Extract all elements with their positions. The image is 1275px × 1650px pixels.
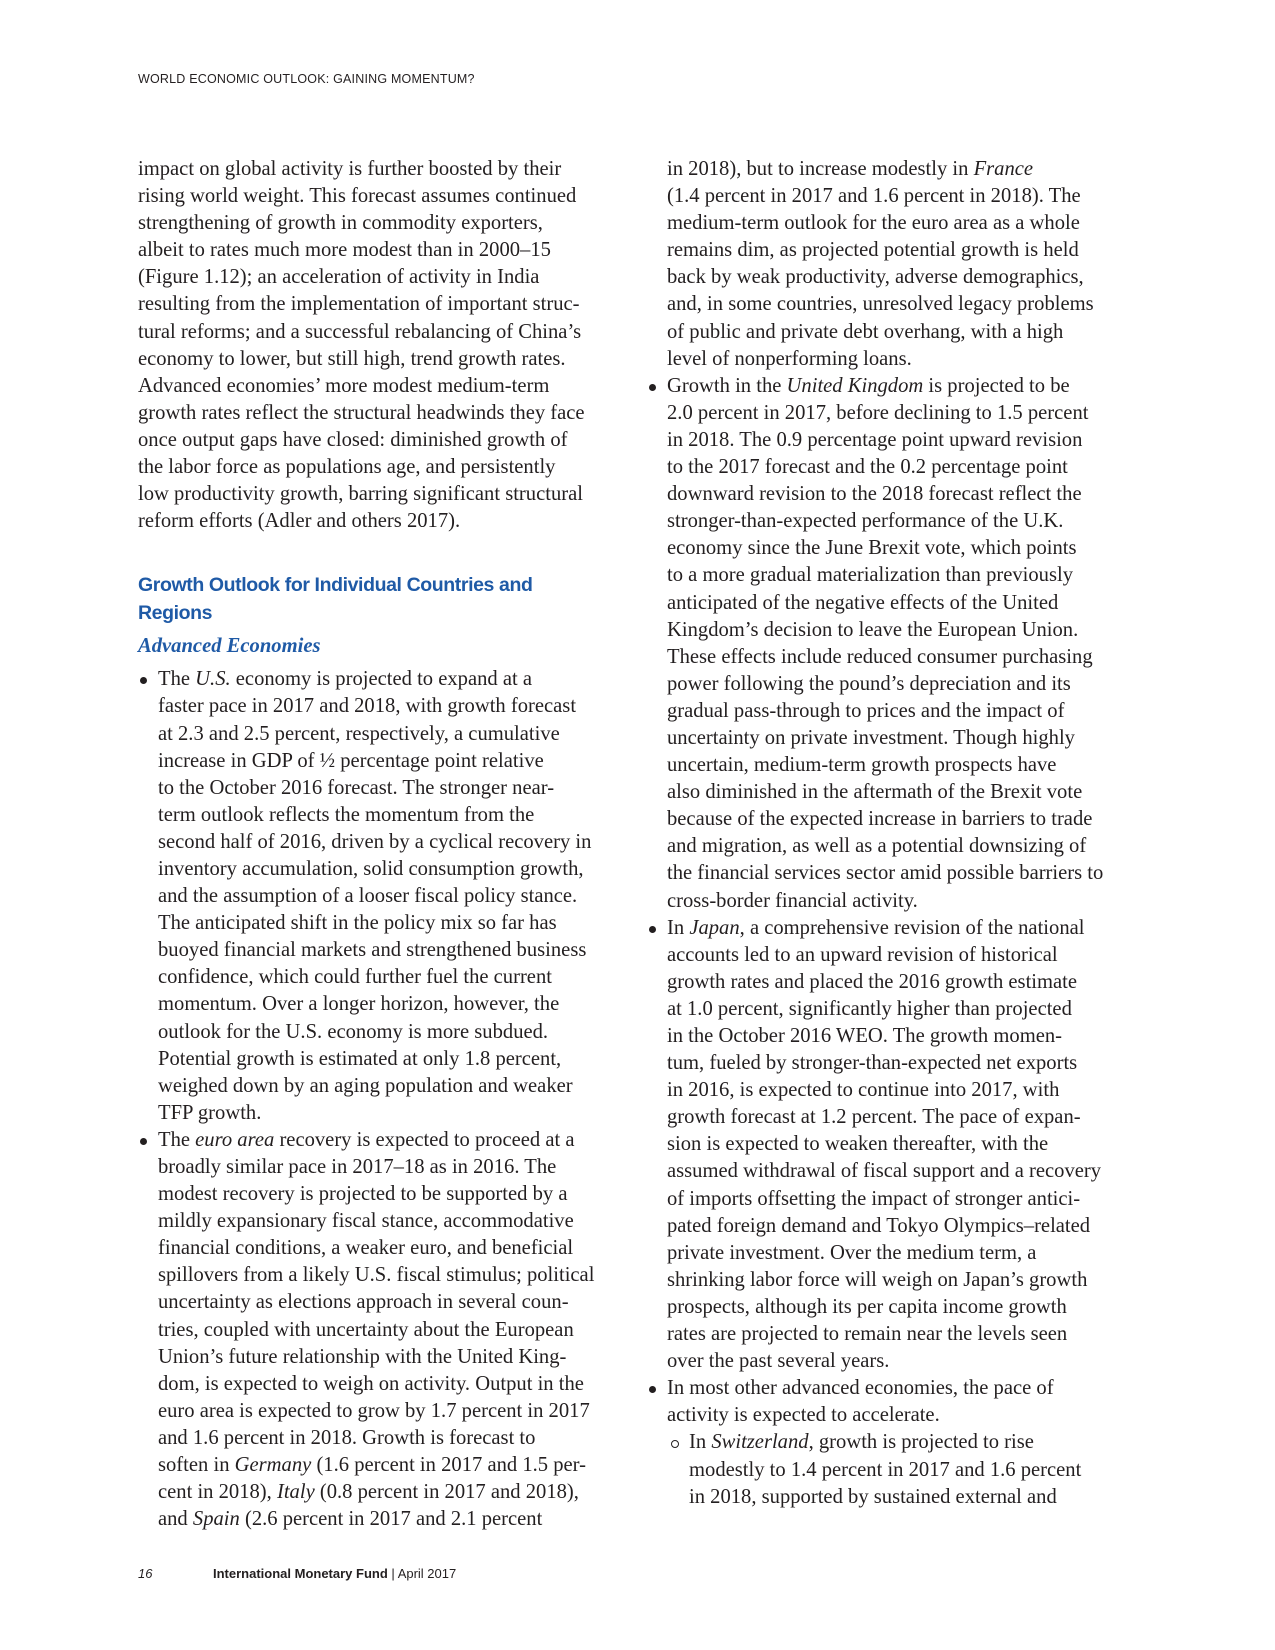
text-line: mildly expansionary fiscal stance, accommodative: [158, 1210, 574, 1233]
text-line: assumed withdrawal of fiscal support and a recovery: [667, 1160, 1102, 1183]
text-line: tum, fueled by stronger-than-expected net exports: [667, 1052, 1078, 1075]
text-line: albeit to rates much more modest than in 2000–15: [138, 239, 551, 262]
text-line: in 2016, is expected to continue into 2017, with: [667, 1079, 1060, 1102]
text-line: tural reforms; and a successful rebalancing of China’s: [138, 320, 582, 343]
text-line: buoyed financial markets and strengthened business: [158, 939, 587, 962]
text-line: euro area is expected to grow by 1.7 percent in 2017: [158, 1399, 590, 1422]
text-line: Growth in the United Kingdom is projected to be: [667, 374, 1070, 397]
text-line: broadly similar pace in 2017–18 as in 2016. The: [158, 1156, 557, 1178]
text-line: faster pace in 2017 and 2018, with growth forecast: [158, 695, 577, 718]
bullet-other-advanced: [647, 1375, 1079, 1429]
text-line: 2.0 percent in 2017, before declining to 1.5 percent: [667, 401, 1089, 424]
text-line: spillovers from a likely U.S. fiscal stimulus; political: [158, 1264, 595, 1287]
text-line: (1.4 percent in 2017 and 1.6 percent in 2018). The: [667, 185, 1081, 208]
text-line: uncertainty as elections approach in several coun-: [158, 1291, 569, 1314]
text-line: soften in Germany (1.6 percent in 2017 and 1.5 per-: [158, 1454, 586, 1477]
text-line: economy since the June Brexit vote, which points: [667, 537, 1077, 560]
text-line: outlook for the U.S. economy is more subdued.: [158, 1020, 549, 1043]
text-line: low productivity growth, barring significant structural: [138, 483, 583, 506]
text-line: momentum. Over a longer horizon, however, the: [158, 993, 560, 1016]
text-line: prospects, although its per capita income growth: [667, 1295, 1067, 1318]
sub-bullet-switzerland: [647, 1429, 1082, 1510]
left-column: [138, 156, 595, 1533]
text-line: dom, is expected to weigh on activity. Output in the: [158, 1372, 584, 1395]
text-line: once output gaps have closed: diminished growth of: [138, 428, 568, 451]
text-line: strengthening of growth in commodity exporters,: [138, 212, 543, 235]
text-line: (Figure 1.12); an acceleration of activity in India: [138, 266, 540, 289]
text-line: cent in 2018), Italy (0.8 percent in 2017 and 2018),: [158, 1481, 579, 1504]
text-line: and Spain (2.6 percent in 2017 and 2.1 percent: [158, 1508, 543, 1531]
text-line: the labor force as populations age, and persistently: [138, 456, 556, 479]
bullet-euro-area: [138, 1127, 595, 1533]
text-line: uncertain, medium-term growth prospects have: [667, 754, 1057, 777]
text-line: In Japan, a comprehensive revision of the national: [667, 916, 1085, 939]
text-line: increase in GDP of ½ percentage point relative: [158, 749, 544, 772]
text-line: impact on global activity is further boosted by their: [138, 158, 562, 180]
text-line: Kingdom’s decision to leave the European Union.: [667, 618, 1079, 641]
text-line: growth rates reflect the structural headwinds they face: [138, 401, 585, 424]
footer-organization: International Monetary Fund: [213, 1566, 388, 1581]
text-line: modestly to 1.4 percent in 2017 and 1.6 percent: [689, 1458, 1082, 1481]
text-line: confidence, which could further fuel the current: [158, 966, 552, 989]
text-line: accounts led to an upward revision of historical: [667, 943, 1058, 966]
text-line: over the past several years.: [667, 1350, 890, 1373]
text-line: remains dim, as projected potential growth is held: [667, 239, 1079, 262]
text-line: economy to lower, but still high, trend growth rates.: [138, 347, 566, 370]
text-line: in the October 2016 WEO. The growth momen-: [667, 1025, 1063, 1047]
text-line: second half of 2016, driven by a cyclical recovery in: [158, 830, 592, 853]
text-line: growth forecast at 1.2 percent. The pace of expan-: [667, 1106, 1081, 1129]
subsection-title: Advanced Economies: [138, 635, 321, 658]
text-line: These effects include reduced consumer purchasing: [667, 645, 1093, 668]
text-line: to the 2017 forecast and the 0.2 percentage point: [667, 456, 1068, 479]
text-line: TFP growth.: [158, 1101, 262, 1124]
text-line: rising world weight. This forecast assumes continued: [138, 185, 577, 208]
text-line: shrinking labor force will weigh on Japan’s growth: [667, 1268, 1088, 1291]
text-line: cross-border financial activity.: [667, 889, 918, 912]
bullet-us: [138, 666, 590, 1127]
text-line: inventory accumulation, solid consumption growth,: [158, 857, 584, 880]
text-line: growth rates and placed the 2016 growth estimate: [667, 970, 1078, 993]
bullet-united-kingdom: [647, 373, 1104, 915]
text-line: of public and private debt overhang, with a high: [667, 320, 1064, 343]
text-line: in 2018), but to increase modestly in France: [667, 158, 1034, 180]
text-line: Union’s future relationship with the United King-: [158, 1345, 567, 1368]
page-number: 16: [138, 1566, 153, 1581]
text-line: modest recovery is projected to be supported by a: [158, 1183, 568, 1206]
bullet-ring-icon: [671, 1440, 679, 1448]
bullet-dot-icon: [649, 926, 656, 933]
text-line: stronger-than-expected performance of the U.K.: [667, 510, 1064, 533]
bullet-dot-icon: [140, 1138, 147, 1145]
text-line: of imports offsetting the impact of stronger antici-: [667, 1187, 1081, 1210]
text-line: and 1.6 percent in 2018. Growth is forecast to: [158, 1426, 536, 1449]
text-line: and migration, as well as a potential downsizing of: [667, 835, 1087, 858]
text-line: In most other advanced economies, the pace of: [667, 1377, 1054, 1400]
intro-paragraph: [138, 156, 590, 535]
text-line: uncertainty on private investment. Though highly: [667, 726, 1075, 749]
text-line: also diminished in the aftermath of the Brexit vote: [667, 781, 1083, 804]
text-line: Potential growth is estimated at only 1.8 percent,: [158, 1047, 562, 1070]
text-line: tries, coupled with uncertainty about the European: [158, 1318, 574, 1341]
text-line: resulting from the implementation of important struc-: [138, 293, 580, 316]
bullet-dot-icon: [140, 677, 147, 684]
text-line: downward revision to the 2018 forecast reflect the: [667, 483, 1082, 506]
text-line: financial conditions, a weaker euro, and beneficial: [158, 1237, 574, 1260]
text-line: medium-term outlook for the euro area as a whole: [667, 212, 1080, 235]
text-line: in 2018. The 0.9 percentage point upward revision: [667, 428, 1083, 451]
running-head: WORLD ECONOMIC OUTLOOK: GAINING MOMENTUM?: [138, 72, 475, 86]
text-line: anticipated of the negative effects of the United: [667, 591, 1059, 614]
text-line: level of nonperforming loans.: [667, 347, 912, 370]
footer-date: April 2017: [397, 1566, 457, 1581]
text-line: The anticipated shift in the policy mix so far has: [158, 912, 557, 935]
page-footer: [138, 1566, 456, 1581]
bullet-euro-area-continued: [647, 156, 1094, 373]
text-line: to a more gradual materialization than previously: [667, 564, 1074, 587]
bullet-japan: [647, 915, 1102, 1376]
right-column: [647, 156, 1104, 1511]
text-line: the financial services sector amid possible barriers to: [667, 862, 1104, 885]
bullet-dot-icon: [649, 1386, 656, 1393]
section-title: Growth Outlook for Individual Countries and Regions: [138, 574, 533, 625]
text-line: power following the pound’s depreciation and its: [667, 672, 1071, 695]
footer-separator: |: [387, 1566, 398, 1581]
text-line: back by weak productivity, adverse demographics,: [667, 266, 1084, 289]
bullet-dot-icon: [649, 384, 656, 391]
text-line: In Switzerland, growth is projected to rise: [689, 1431, 1034, 1454]
text-line: because of the expected increase in barriers to trade: [667, 808, 1093, 831]
text-line: to the October 2016 forecast. The stronger near-: [158, 776, 555, 799]
text-line: The euro area recovery is expected to proceed at a: [158, 1128, 575, 1151]
text-line: and, in some countries, unresolved legacy problems: [667, 293, 1094, 316]
text-line: and the assumption of a looser fiscal policy stance.: [158, 885, 578, 908]
text-line: rates are projected to remain near the levels seen: [667, 1323, 1068, 1346]
text-line: private investment. Over the medium term, a: [667, 1241, 1037, 1264]
text-line: pated foreign demand and Tokyo Olympics–related: [667, 1214, 1091, 1237]
text-line: activity is expected to accelerate.: [667, 1404, 940, 1427]
text-line: sion is expected to weaken thereafter, with the: [667, 1133, 1049, 1156]
text-line: at 1.0 percent, significantly higher than projected: [667, 997, 1072, 1020]
text-line: term outlook reflects the momentum from the: [158, 803, 535, 826]
text-line: in 2018, supported by sustained external and: [689, 1485, 1057, 1508]
text-line: Advanced economies’ more modest medium-term: [138, 374, 550, 397]
text-line: reform efforts (Adler and others 2017).: [138, 510, 461, 533]
text-line: at 2.3 and 2.5 percent, respectively, a cumulative: [158, 722, 560, 745]
text-line: gradual pass-through to prices and the impact of: [667, 699, 1065, 722]
text-line: weighed down by an aging population and weaker: [158, 1074, 573, 1097]
text-line: The U.S. economy is projected to expand at a: [158, 668, 533, 691]
